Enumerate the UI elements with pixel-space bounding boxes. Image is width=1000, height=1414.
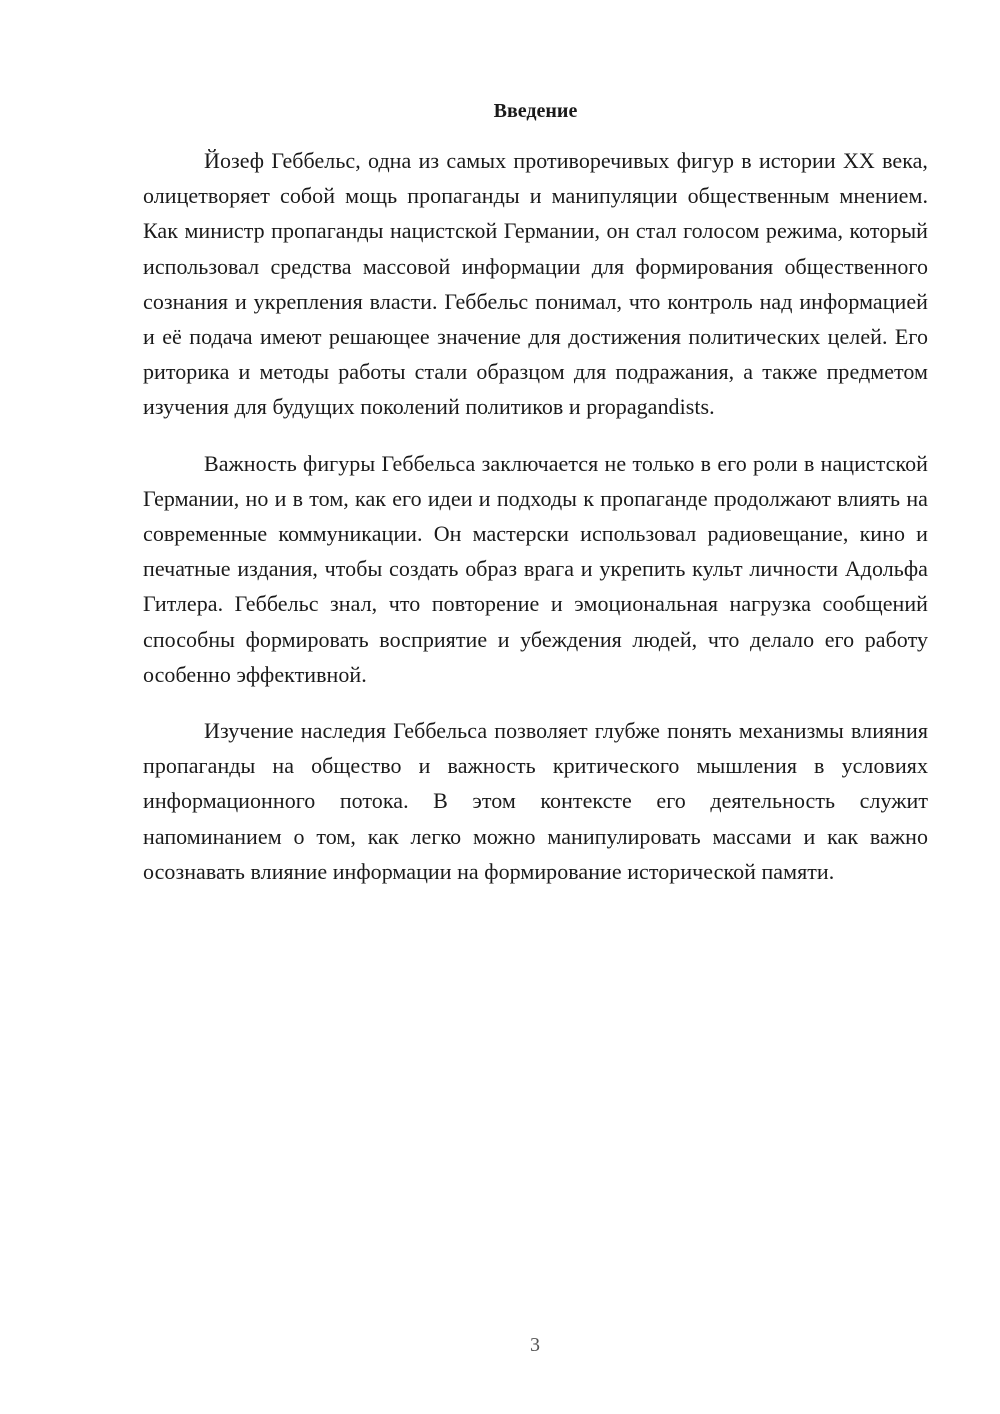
body-text xyxy=(143,143,928,910)
paragraph-1: Йозеф Геббельс, одна из самых противоречивых фигур в истории XX века, олицетворяет собой мощь пропаганды и манипуляции общественным мнением. Как министр пропаганды нацистской Германии, он стал голосом режима, который использовал средства массовой информации для формирования общественного сознания и укрепления власти. Геббельс понимал, что контроль над информацией и её подача имеют решающее значение для достижения политических целей. Его риторика и методы работы стали образцом для подражания, а также предметом изучения для будущих поколений политиков и propagandists. xyxy=(143,148,928,420)
paragraph-2: Важность фигуры Геббельса заключается не только в его роли в нацистской Германии, но и в том, как его идеи и подходы к пропаганде продолжают влиять на современные коммуникации. Он мастерски использовал радиовещание, кино и печатные издания, чтобы создать образ врага и укрепить культ личности Адольфа Гитлера. Геббельс знал, что повторение и эмоциональная нагрузка сообщений способны формировать восприятие и убеждения людей, что делало его работу особенно эффективной. xyxy=(143,450,928,687)
page-number: 3 xyxy=(530,1334,540,1356)
paragraph-3: Изучение наследия Геббельса позволяет глубже понять механизмы влияния пропаганды на общество и важность критического мышления в условиях информационного потока. В этом контексте его деятельность служит напоминанием о том, как легко можно манипулировать массами и как важно осознавать влияние информации на формирование исторической памяти. xyxy=(143,718,928,884)
section-title: Введение xyxy=(493,100,578,122)
